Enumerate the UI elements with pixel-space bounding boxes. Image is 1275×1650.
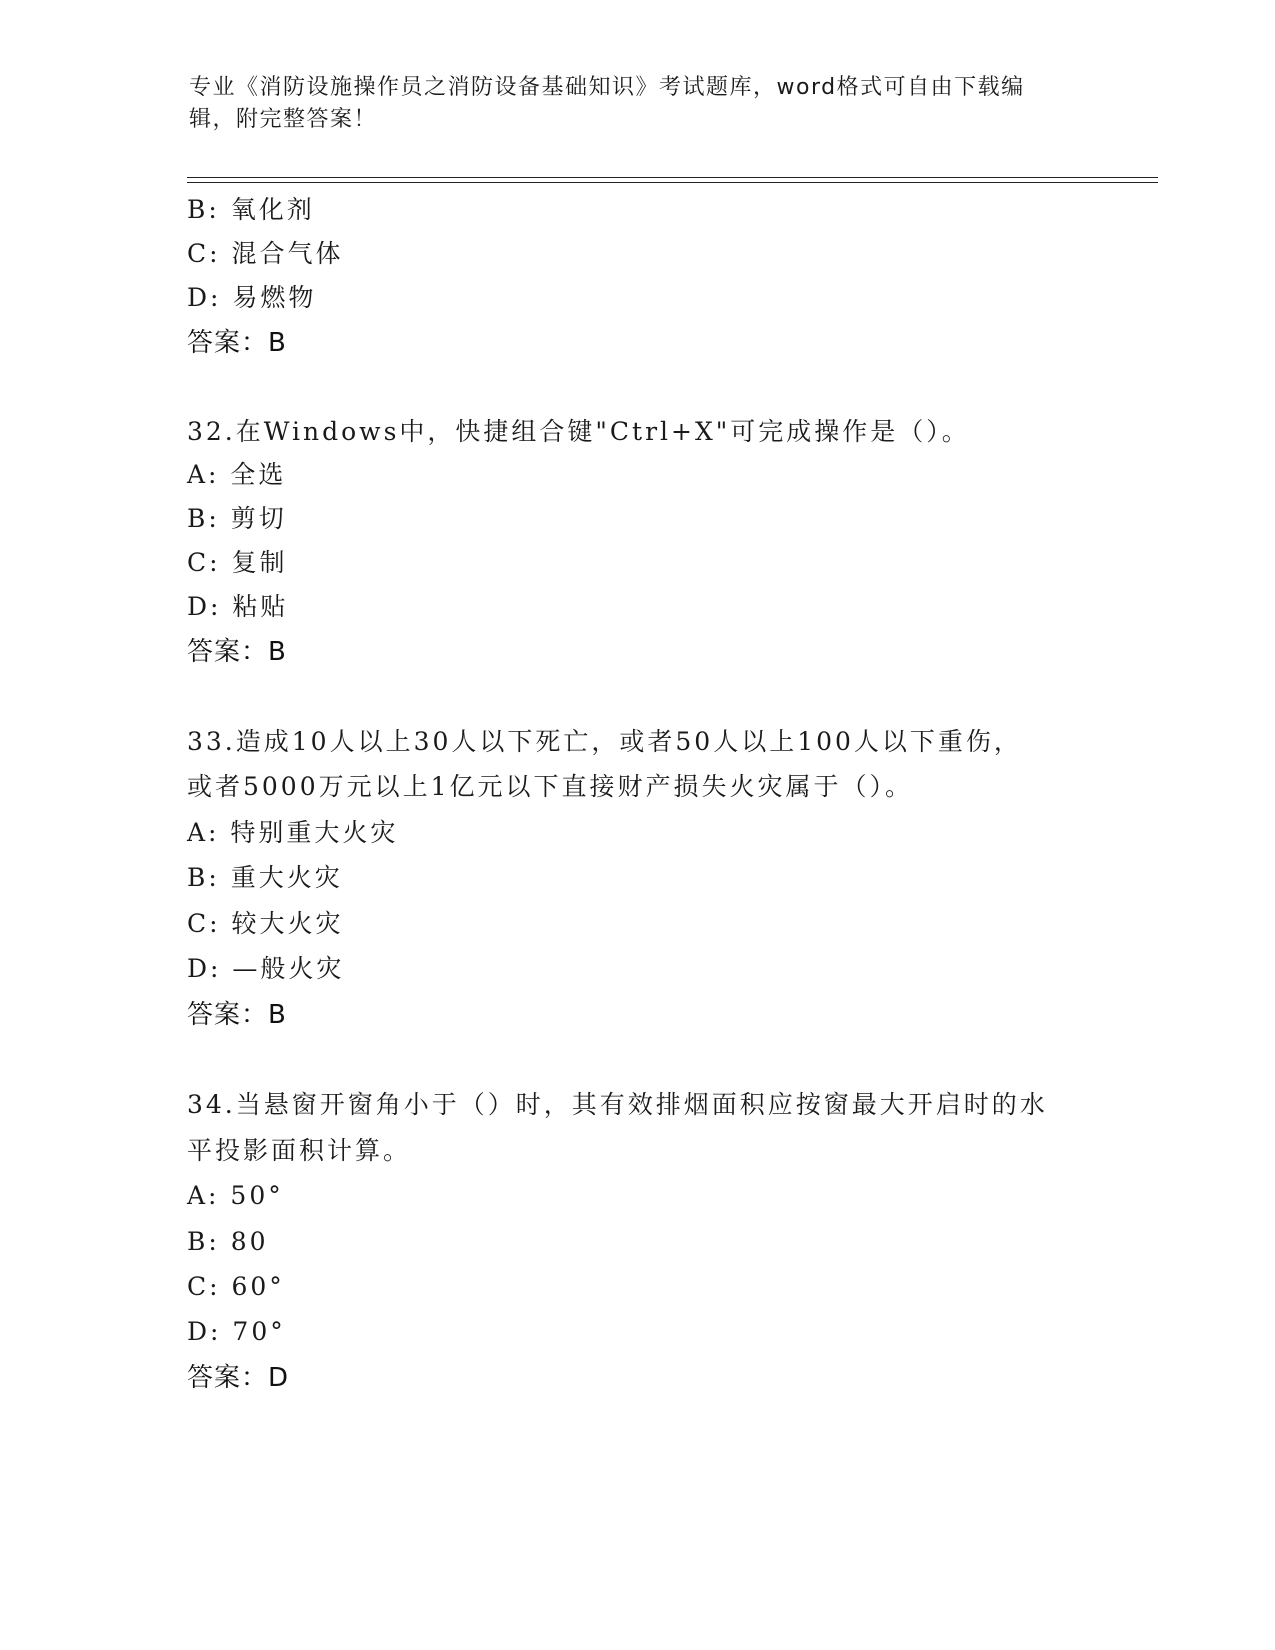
q33-stem-line-1: 33.造成10人以上30人以下死亡，或者50人以上100人以下重伤， <box>187 727 1022 756</box>
q31-option-b: B: 氧化剂 <box>187 195 315 224</box>
q33-option-a: A: 特别重大火灾 <box>187 818 399 847</box>
header-line-2: 辑，附完整答案！ <box>189 107 378 132</box>
q32-option-c: C: 复制 <box>187 548 288 577</box>
q34-option-c: C: 60° <box>187 1272 285 1301</box>
q34-stem-line-1: 34.当悬窗开窗角小于（）时，其有效排烟面积应按窗最大开启时的水 <box>187 1090 1048 1119</box>
q33-answer: 答案：B <box>187 1000 287 1030</box>
q33-option-c: C: 较大火灾 <box>187 909 344 938</box>
header-line-1: 专业《消防设施操作员之消防设备基础知识》考试题库，word格式可自由下载编 <box>189 75 1025 100</box>
q33-option-b: B: 重大火灾 <box>187 863 343 892</box>
q31-option-d: D: 易燃物 <box>187 283 317 312</box>
header-divider-bottom <box>187 182 1158 183</box>
q32-answer: 答案：B <box>187 637 287 667</box>
q34-option-d: D: 70° <box>187 1317 286 1346</box>
q32-option-a: A: 全选 <box>187 460 287 489</box>
q31-answer: 答案：B <box>187 328 287 358</box>
q34-option-a: A: 50° <box>187 1181 284 1210</box>
q32-option-d: D: 粘贴 <box>187 592 289 621</box>
q32-stem: 32.在Windows中，快捷组合键"Ctrl+X"可完成操作是（）。 <box>187 417 970 446</box>
document-header <box>189 72 1089 136</box>
q34-stem-line-2: 平投影面积计算。 <box>187 1136 412 1165</box>
q33-option-d: D: —般火灾 <box>187 954 345 983</box>
q32-option-b: B: 剪切 <box>187 504 287 533</box>
q31-option-c: C: 混合气体 <box>187 239 344 268</box>
q33-stem-line-2: 或者5000万元以上1亿元以下直接财产损失火灾属于（）。 <box>187 772 914 801</box>
q34-option-b: B: 80 <box>187 1227 269 1256</box>
header-divider-top <box>187 177 1158 178</box>
q34-answer: 答案：D <box>187 1363 290 1393</box>
